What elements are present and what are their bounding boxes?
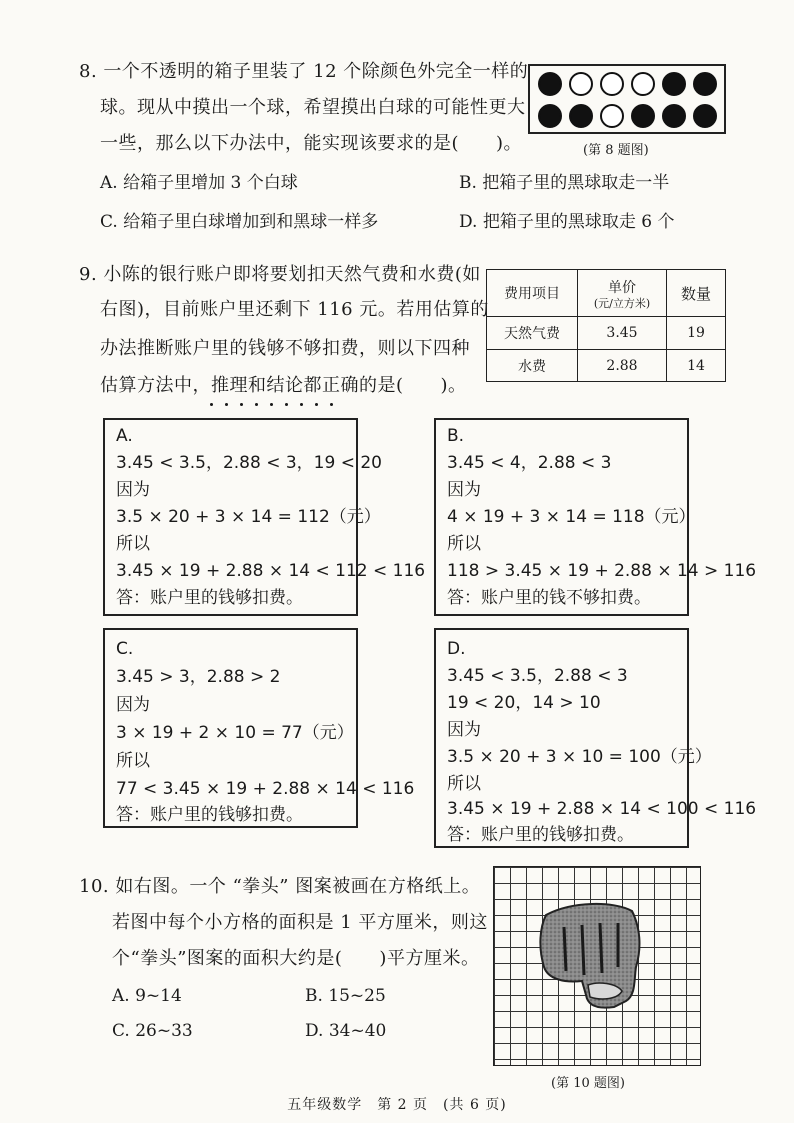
page-footer: 五年级数学 第 2 页 (共 6 页) bbox=[287, 1097, 507, 1113]
box-d-label: D. bbox=[447, 639, 466, 659]
box-c-line: 77 < 3.45 × 19 + 2.88 × 14 < 116 bbox=[116, 779, 415, 799]
box-c-line: 所以 bbox=[116, 751, 150, 771]
box-c-line: 因为 bbox=[116, 695, 150, 715]
row2-qty: 14 bbox=[667, 350, 726, 382]
black-ball-icon bbox=[538, 72, 562, 96]
box-b-line: 3.45 < 4，2.88 < 3 bbox=[447, 453, 612, 473]
q10-option-b[interactable]: B. 15~25 bbox=[305, 986, 386, 1006]
box-b-answer: 答：账户里的钱不够扣费。 bbox=[447, 588, 651, 608]
q8-stem-line1: 8. 一个不透明的箱子里装了 12 个除颜色外完全一样的 bbox=[79, 61, 529, 82]
white-ball-icon bbox=[600, 104, 624, 128]
box-d-answer: 答：账户里的钱够扣费。 bbox=[447, 825, 634, 845]
box-d-line: 所以 bbox=[447, 774, 481, 794]
q10-grid-paper-figure bbox=[493, 866, 701, 1066]
row1-price: 3.45 bbox=[578, 317, 667, 350]
box-b-line: 因为 bbox=[447, 480, 481, 500]
q8-ball-box-figure bbox=[528, 64, 726, 134]
q10-option-d[interactable]: D. 34~40 bbox=[305, 1021, 387, 1041]
black-ball-icon bbox=[693, 72, 717, 96]
row1-qty: 19 bbox=[667, 317, 726, 350]
th-price bbox=[578, 270, 667, 317]
q10-stem-line1: 10. 如右图。一个 “拳头” 图案被画在方格纸上。 bbox=[79, 876, 481, 897]
box-a-line: 所以 bbox=[116, 534, 150, 554]
q9-stem-line4: 估算方法中，推理和结论都正确的是( )。 bbox=[100, 375, 467, 396]
th-qty: 数量 bbox=[667, 270, 726, 317]
box-d-line: 19 < 20，14 > 10 bbox=[447, 693, 601, 713]
th-price-label: 单价 bbox=[608, 279, 636, 296]
q9-option-box-c[interactable] bbox=[103, 628, 415, 828]
box-d-line: 3.45 < 3.5，2.88 < 3 bbox=[447, 666, 628, 686]
q10-figure-caption: (第 10 题图) bbox=[551, 1076, 625, 1091]
black-ball-icon bbox=[631, 104, 655, 128]
q9-stem-line3: 办法推断账户里的钱够不够扣费，则以下四种 bbox=[100, 338, 470, 359]
row2-item: 水费 bbox=[487, 350, 578, 382]
box-c-label: C. bbox=[116, 639, 134, 659]
white-ball-icon bbox=[569, 72, 593, 96]
q10-option-a[interactable]: A. 9~14 bbox=[112, 986, 182, 1006]
q9-stem-line2: 右图)，目前账户里还剩下 116 元。若用估算的 bbox=[100, 299, 489, 320]
box-d-line: 3.45 × 19 + 2.88 × 14 < 100 < 116 bbox=[447, 799, 757, 819]
black-ball-icon bbox=[662, 104, 686, 128]
box-b-line: 所以 bbox=[447, 534, 481, 554]
box-a-line: 3.45 × 19 + 2.88 × 14 < 112 < 116 bbox=[116, 561, 426, 581]
black-ball-icon bbox=[538, 104, 562, 128]
q8-option-d[interactable]: D. 把箱子里的黑球取走 6 个 bbox=[459, 212, 675, 232]
q10-stem-line2: 若图中每个小方格的面积是 1 平方厘米，则这 bbox=[112, 912, 488, 933]
black-ball-icon bbox=[569, 104, 593, 128]
q9-option-box-a[interactable] bbox=[103, 418, 426, 616]
box-a-answer: 答：账户里的钱够扣费。 bbox=[116, 588, 303, 608]
q9-stem-line1: 9. 小陈的银行账户即将要划扣天然气费和水费(如 bbox=[79, 264, 481, 285]
box-c-line: 3.45 > 3，2.88 > 2 bbox=[116, 667, 281, 687]
q8-option-a[interactable]: A. 给箱子里增加 3 个白球 bbox=[100, 173, 298, 193]
q8-stem-line3: 一些，那么以下办法中，能实现该要求的是( )。 bbox=[100, 133, 523, 154]
fist-icon bbox=[494, 867, 702, 1067]
box-b-line: 4 × 19 + 3 × 14 = 118（元） bbox=[447, 507, 696, 527]
q8-option-c[interactable]: C. 给箱子里白球增加到和黑球一样多 bbox=[100, 212, 379, 232]
black-ball-icon bbox=[693, 104, 717, 128]
box-d-line: 因为 bbox=[447, 720, 481, 740]
box-a-line: 因为 bbox=[116, 480, 150, 500]
row2-price: 2.88 bbox=[578, 350, 667, 382]
box-d-line: 3.5 × 20 + 3 × 10 = 100（元） bbox=[447, 747, 712, 767]
th-item: 费用项目 bbox=[487, 270, 578, 317]
white-ball-icon bbox=[631, 72, 655, 96]
q9-option-box-d[interactable] bbox=[434, 628, 757, 848]
row1-item: 天然气费 bbox=[487, 317, 578, 350]
box-c-line: 3 × 19 + 2 × 10 = 77（元） bbox=[116, 723, 354, 743]
box-a-label: A. bbox=[116, 426, 133, 446]
q9-option-box-b[interactable] bbox=[434, 418, 757, 616]
box-b-line: 118 > 3.45 × 19 + 2.88 × 14 > 116 bbox=[447, 561, 757, 581]
q10-option-c[interactable]: C. 26~33 bbox=[112, 1021, 193, 1041]
q8-option-b[interactable]: B. 把箱子里的黑球取走一半 bbox=[459, 173, 670, 193]
black-ball-icon bbox=[662, 72, 686, 96]
box-c-answer: 答：账户里的钱够扣费。 bbox=[116, 805, 303, 825]
emphasis-dots bbox=[210, 403, 345, 409]
white-ball-icon bbox=[600, 72, 624, 96]
box-a-line: 3.5 × 20 + 3 × 14 = 112（元） bbox=[116, 507, 381, 527]
q8-figure-caption: (第 8 题图) bbox=[583, 143, 649, 158]
q9-price-table bbox=[486, 269, 726, 382]
q10-stem-line3: 个“拳头”图案的面积大约是( )平方厘米。 bbox=[112, 948, 480, 969]
box-b-label: B. bbox=[447, 426, 465, 446]
q8-stem-line2: 球。现从中摸出一个球，希望摸出白球的可能性更大 bbox=[100, 97, 526, 118]
box-a-line: 3.45 < 3.5，2.88 < 3，19 < 20 bbox=[116, 453, 382, 473]
th-price-unit: (元/立方米) bbox=[593, 296, 651, 310]
